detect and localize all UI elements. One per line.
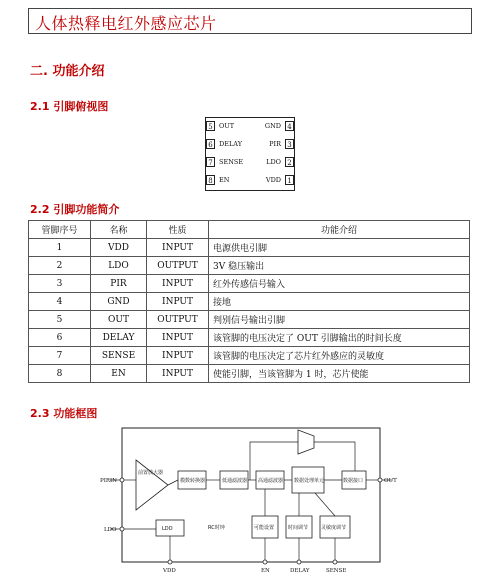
pin-label: LDO	[266, 158, 281, 166]
subheading-pinout: 2.1 引脚俯视图	[30, 100, 109, 113]
block-diagram	[100, 424, 400, 577]
cell-desc: 该管脚的电压决定了芯片红外感应的灵敏度	[209, 347, 470, 365]
cell-name: DELAY	[91, 329, 147, 347]
table-header-row	[29, 221, 470, 239]
subheading-pin-functions: 2.2 引脚功能简介	[30, 203, 120, 216]
cell-index: 1	[29, 239, 91, 257]
pin-label: GND	[264, 122, 281, 130]
sensitivity-label: 灵敏度调节	[321, 525, 347, 531]
table-row	[29, 365, 470, 383]
cell-type: INPUT	[147, 293, 209, 311]
adc-label: 模数转换器	[180, 478, 206, 484]
dsp-label: 数据处理单元	[294, 478, 325, 484]
mux-symbol	[298, 430, 314, 454]
pin-label: PIR	[269, 140, 281, 148]
pin-label: EN	[219, 176, 230, 184]
cell-index: 4	[29, 293, 91, 311]
pin-terminals	[120, 478, 382, 564]
pin-number: 7	[206, 157, 215, 167]
cell-name: LDO	[91, 257, 147, 275]
cell-index: 7	[29, 347, 91, 365]
cell-type: INPUT	[147, 329, 209, 347]
cell-name: PIR	[91, 275, 147, 293]
pin-ldo-label: LDO	[104, 527, 117, 533]
pin-function-table	[28, 220, 470, 383]
table-row	[29, 275, 470, 293]
table-row	[29, 329, 470, 347]
pin-out-label: OUT	[384, 478, 397, 484]
chip-outline	[122, 428, 380, 562]
pin-delay-label: DELAY	[290, 568, 310, 574]
subheading-block-diagram: 2.3 功能框图	[30, 407, 98, 420]
pin-number: 2	[285, 157, 294, 167]
cell-type: INPUT	[147, 239, 209, 257]
document-title: 人体热释电红外感应芯片	[35, 14, 217, 33]
cell-desc: 红外传感信号输入	[209, 275, 470, 293]
pin-vdd-label: VDD	[163, 568, 176, 574]
pin-number: 6	[206, 139, 215, 149]
pin-pir-label: PIRIN	[100, 478, 117, 484]
cell-type: OUTPUT	[147, 257, 209, 275]
pin-number: 8	[206, 175, 215, 185]
cell-name: OUT	[91, 311, 147, 329]
signal-wires	[110, 442, 392, 562]
cell-type: INPUT	[147, 275, 209, 293]
column-header: 性质	[147, 221, 209, 239]
time-adjust-label: 时间调节	[288, 525, 309, 531]
pin-number: 3	[285, 139, 294, 149]
cell-type: OUTPUT	[147, 311, 209, 329]
lpf-label: 低通滤波器	[222, 478, 248, 484]
cell-index: 8	[29, 365, 91, 383]
pin-label: SENSE	[219, 158, 244, 166]
pin-label: DELAY	[219, 140, 242, 148]
hpf-label: 高通滤波器	[258, 478, 284, 484]
cell-index: 2	[29, 257, 91, 275]
cell-name: EN	[91, 365, 147, 383]
pin-number: 1	[285, 175, 294, 185]
cell-index: 6	[29, 329, 91, 347]
pin-number: 4	[285, 121, 294, 131]
pin-label: OUT	[219, 122, 235, 130]
cell-name: GND	[91, 293, 147, 311]
cell-desc: 3V 稳压输出	[209, 257, 470, 275]
rc-label: RC时钟	[208, 525, 225, 531]
column-header: 名称	[91, 221, 147, 239]
column-header: 功能介绍	[209, 221, 470, 239]
data-interface-label: 数据接口	[343, 478, 364, 484]
cell-index: 5	[29, 311, 91, 329]
amplifier-symbol	[136, 460, 168, 510]
table-row	[29, 257, 470, 275]
cell-name: VDD	[91, 239, 147, 257]
cell-desc: 电源供电引脚	[209, 239, 470, 257]
section-heading: 二. 功能介绍	[30, 64, 105, 79]
pin-number: 5	[206, 121, 215, 131]
cell-name: SENSE	[91, 347, 147, 365]
table-row	[29, 347, 470, 365]
cell-desc: 该管脚的电压决定了 OUT 引脚输出的时间长度	[209, 329, 470, 347]
pin-sense-label: SENSE	[326, 568, 347, 574]
ldo-block-label: LDO	[162, 526, 173, 532]
table-row	[29, 293, 470, 311]
setting-label: 可能设置	[254, 525, 275, 531]
pin-en-label: EN	[261, 568, 270, 574]
cell-type: INPUT	[147, 365, 209, 383]
column-header: 管脚序号	[29, 221, 91, 239]
cell-type: INPUT	[147, 347, 209, 365]
table-row	[29, 311, 470, 329]
pin-label: VDD	[265, 176, 281, 184]
chip-pinout	[205, 117, 295, 191]
table-row	[29, 239, 470, 257]
document-title-box	[28, 8, 472, 34]
cell-desc: 使能引脚，当该管脚为 1 时，芯片使能	[209, 365, 470, 383]
cell-desc: 判别信号输出引脚	[209, 311, 470, 329]
amp-label: 前置放大器	[138, 470, 164, 476]
cell-index: 3	[29, 275, 91, 293]
cell-desc: 接地	[209, 293, 470, 311]
